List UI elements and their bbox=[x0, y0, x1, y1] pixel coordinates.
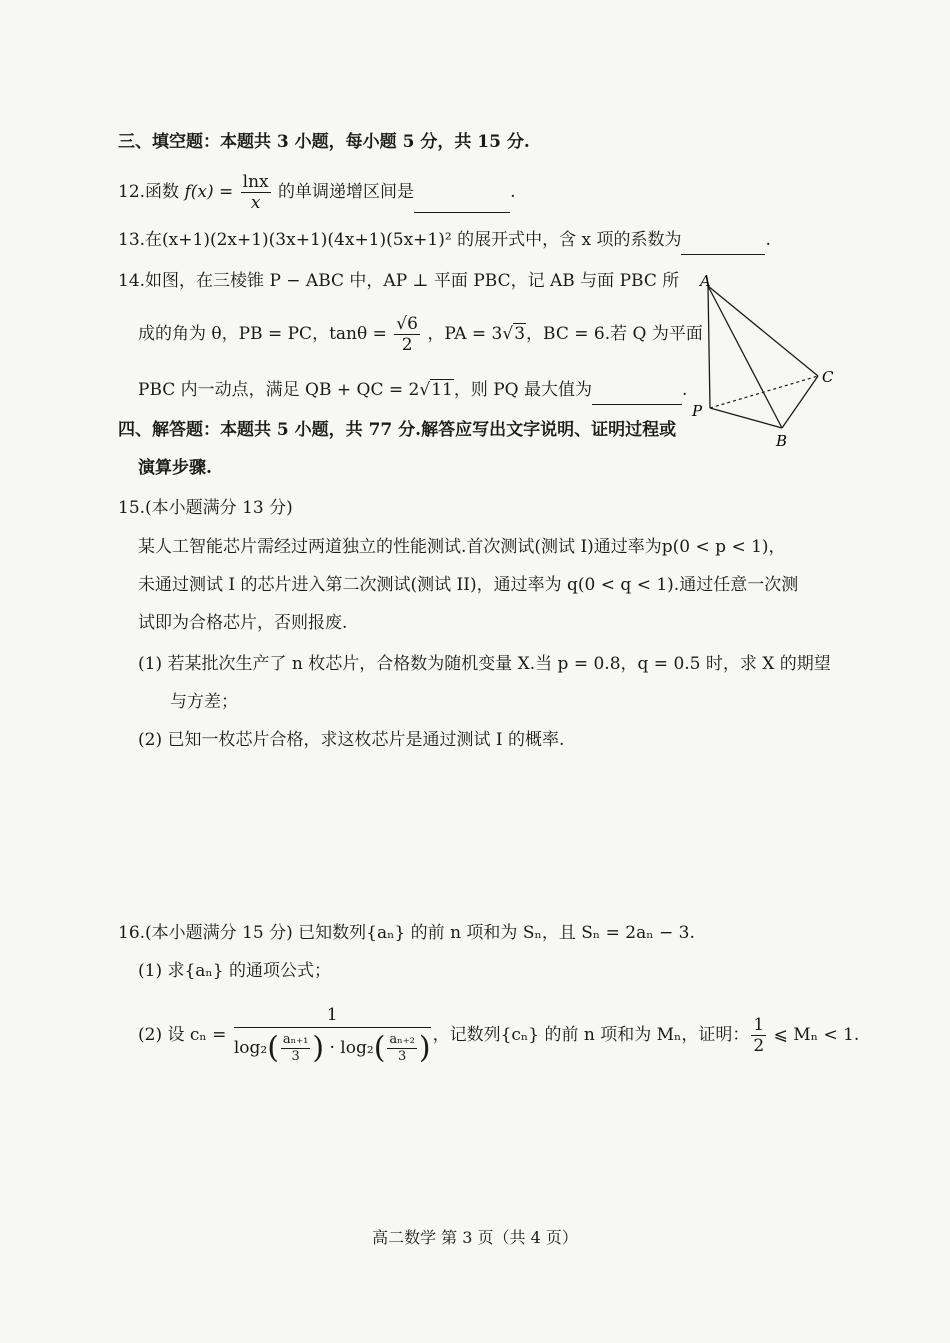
q16-half-den: 2 bbox=[753, 1036, 765, 1056]
q16-inner-frac-2 bbox=[387, 1032, 416, 1065]
edge-pc-hidden bbox=[710, 376, 818, 408]
q16-paren-open-1: ( bbox=[267, 1030, 279, 1066]
q13-end: . bbox=[765, 230, 771, 250]
q16-inner-den-1: 3 bbox=[291, 1048, 300, 1064]
q14-line-1: 14.如图，在三棱锥 P − ABC 中，AP ⊥ 平面 PBC，记 AB 与面 PBC 所 bbox=[118, 271, 680, 291]
q16-sub-2 bbox=[138, 1000, 859, 1070]
pyramid-figure bbox=[688, 268, 848, 458]
q16-half-fraction bbox=[751, 1015, 766, 1056]
edge-bc bbox=[782, 376, 818, 428]
q14-line3-a: PBC 内一动点，满足 QB + QC = 2 bbox=[138, 380, 420, 400]
q16-s2-b: ，记数列{cₙ} 的前 n 项和为 Mₙ，证明： bbox=[432, 1025, 750, 1045]
q14-line3-b: ，则 PQ 最大值为 bbox=[453, 380, 593, 400]
section-3-title: 三、填空题：本题共 3 小题，每小题 5 分，共 15 分. bbox=[118, 132, 530, 152]
question-13 bbox=[118, 226, 771, 255]
q12-end: . bbox=[510, 182, 516, 202]
label-p: P bbox=[692, 402, 703, 420]
edge-pb bbox=[710, 408, 782, 428]
q12-suffix: 的单调递增区间是 bbox=[272, 182, 415, 202]
q16-log-2: · log₂ bbox=[324, 1037, 374, 1058]
q14-line3-end: . bbox=[682, 380, 688, 400]
q16-header: 16.(本小题满分 15 分) 已知数列{aₙ} 的前 n 项和为 Sₙ，且 Sₙ = 2aₙ − 3. bbox=[118, 923, 695, 943]
q14-line2-b: ，PA = 3 bbox=[421, 324, 503, 344]
q15-sub-1a: (1) 若某批次生产了 n 枚芯片，合格数为随机变量 X.当 p = 0.8，q = 0.5 时，求 X 的期望 bbox=[138, 654, 831, 674]
q12-eq: = bbox=[213, 182, 239, 202]
q14-tan-fraction bbox=[394, 314, 420, 355]
label-c: C bbox=[822, 368, 834, 386]
q12-frac-den: x bbox=[250, 193, 261, 213]
q14-line2-a: 成的角为 θ，PB = PC，tanθ = bbox=[138, 324, 393, 344]
q15-sub-2: (2) 已知一枚芯片合格，求这枚芯片是通过测试 I 的概率. bbox=[138, 730, 565, 750]
q16-c-fraction bbox=[234, 1003, 431, 1069]
q14-sqrt11: 11 bbox=[431, 380, 453, 400]
q14-line2-c: ，BC = 6.若 Q 为平面 bbox=[526, 324, 703, 344]
q15-para-3: 试即为合格芯片，否则报废. bbox=[138, 613, 348, 633]
q16-inner-num-1: aₙ₊₁ bbox=[282, 1031, 309, 1047]
q16-paren-close-2: ) bbox=[418, 1030, 431, 1066]
edge-ab bbox=[708, 286, 782, 428]
section-4-title-line-1: 四、解答题：本题共 5 小题，共 77 分.解答应写出文字说明、证明过程或 bbox=[118, 420, 677, 440]
edge-ap bbox=[708, 286, 710, 408]
q14-tan-den: 2 bbox=[401, 335, 413, 355]
q14-sqrt3: 3 bbox=[514, 324, 526, 344]
label-b: B bbox=[776, 432, 788, 450]
q12-answer-blank bbox=[414, 172, 510, 213]
q12-fraction bbox=[241, 172, 271, 213]
section-4-title-line-2: 演算步骤. bbox=[138, 458, 212, 478]
q16-sub-1: (1) 求{aₙ} 的通项公式； bbox=[138, 961, 332, 981]
q15-para-1: 某人工智能芯片需经过两道独立的性能测试.首次测试(测试 I)通过率为p(0 < p < 1)， bbox=[138, 537, 786, 557]
question-12 bbox=[118, 172, 515, 213]
q14-answer-blank bbox=[592, 376, 682, 405]
q16-half-num: 1 bbox=[753, 1015, 765, 1035]
q15-header: 15.(本小题满分 13 分) bbox=[118, 498, 293, 518]
q12-func: f(x) bbox=[184, 182, 214, 202]
q16-c-den bbox=[234, 1028, 431, 1069]
q16-log-1: log₂ bbox=[233, 1037, 268, 1058]
q16-inner-frac-1 bbox=[281, 1032, 310, 1065]
q16-paren-open-2: ( bbox=[373, 1030, 386, 1066]
q16-inner-num-2: aₙ₊₂ bbox=[389, 1031, 415, 1047]
q16-s2-a: (2) 设 cₙ = bbox=[138, 1025, 232, 1045]
page-footer: 高二数学 第 3 页（共 4 页） bbox=[372, 1228, 578, 1247]
edge-ac bbox=[708, 286, 818, 376]
q16-s2-c: ⩽ Mₙ < 1. bbox=[768, 1025, 860, 1045]
q16-inner-den-2: 3 bbox=[397, 1048, 407, 1064]
q14-tan-num: √6 bbox=[396, 314, 418, 334]
q15-sub-1b: 与方差； bbox=[170, 692, 238, 712]
q13-answer-blank bbox=[681, 226, 765, 255]
q15-para-2: 未通过测试 I 的芯片进入第二次测试(测试 II)，通过率为 q(0 < q < 1).通过任意一次测 bbox=[138, 575, 799, 595]
q16-c-num: 1 bbox=[234, 1003, 431, 1028]
q14-line-2: 成的角为 θ，PB = PC，tanθ = $\frac{√6}{2}$ ，PA = 3√3，BC = 6.若 Q 为平面 bbox=[138, 314, 703, 355]
label-a: A bbox=[700, 272, 711, 290]
q16-paren-close-1: ) bbox=[312, 1030, 325, 1066]
q12-prefix: 12.函数 bbox=[118, 182, 185, 202]
q13-text: 13.在(x+1)(2x+1)(3x+1)(4x+1)(5x+1)² 的展开式中，含 x 项的系数为 bbox=[118, 230, 682, 250]
q14-line-3: PBC 内一动点，满足 QB + QC = 2√11，则 PQ 最大值为 . bbox=[138, 376, 687, 405]
q12-frac-num: lnx bbox=[242, 172, 269, 192]
